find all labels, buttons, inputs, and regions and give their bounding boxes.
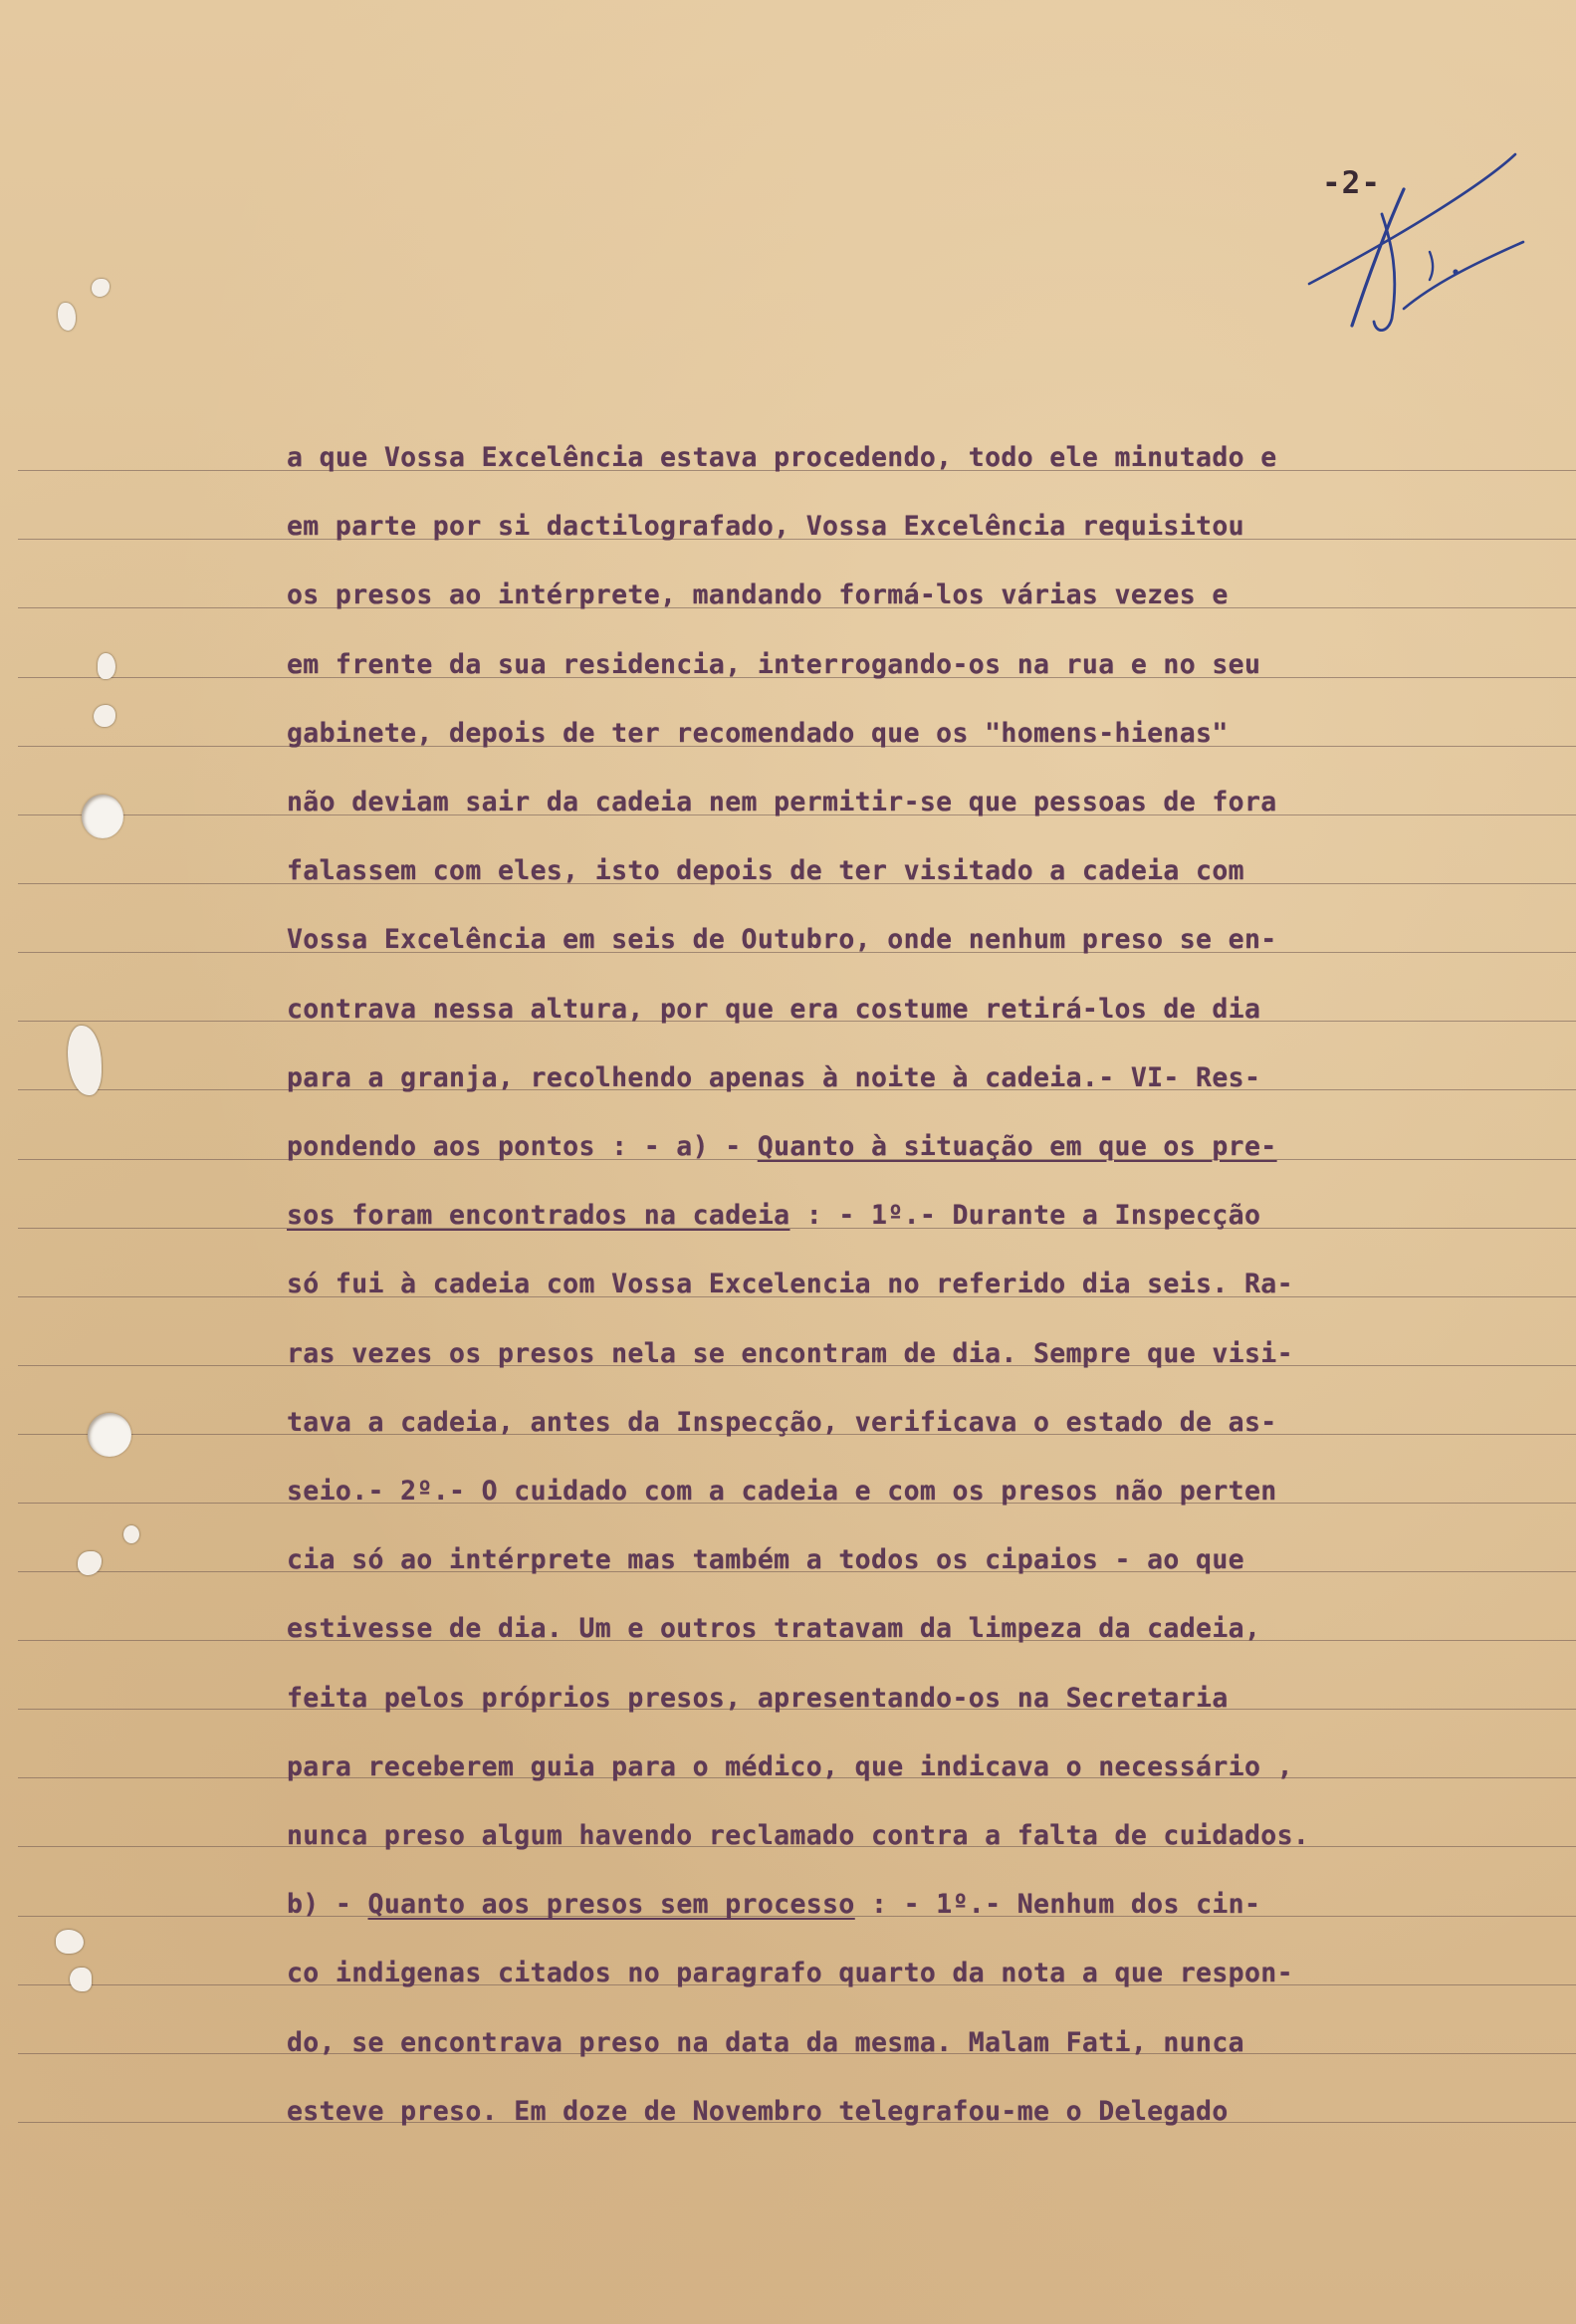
text-segment: falassem com eles, isto depois de ter visitado a cadeia com bbox=[287, 855, 1244, 887]
typed-line bbox=[287, 511, 1244, 543]
underlined-heading-text: Quanto aos presos sem processo bbox=[367, 1889, 855, 1921]
underlined-heading-text: Quanto à situação em que os pre- bbox=[757, 1131, 1277, 1162]
typed-line bbox=[287, 787, 1277, 818]
text-segment: os presos ao intérprete, mandando formá-los várias vezes e bbox=[287, 580, 1229, 611]
text-segment: : - 1º.- Nenhum dos cin- bbox=[854, 1889, 1261, 1921]
text-segment: tava a cadeia, antes da Inspecção, verificava o estado de as- bbox=[287, 1406, 1277, 1438]
text-segment: Vossa Excelência em seis de Outubro, onde nenhum preso se en- bbox=[287, 924, 1277, 956]
typed-line bbox=[287, 1131, 1277, 1163]
text-segment: feita pelos próprios presos, apresentando-os na Secretaria bbox=[287, 1682, 1229, 1714]
typed-line bbox=[287, 1407, 1277, 1439]
typed-line bbox=[287, 1338, 1293, 1370]
text-segment: só fui à cadeia com Vossa Excelencia no referido dia seis. Ra- bbox=[287, 1269, 1293, 1300]
page-number: -2- bbox=[1322, 165, 1381, 201]
text-segment: não deviam sair da cadeia nem permitir-se que pessoas de fora bbox=[287, 787, 1277, 817]
typed-line bbox=[287, 1544, 1244, 1576]
torn-hole bbox=[56, 1930, 84, 1954]
typed-line bbox=[287, 1200, 1260, 1232]
typed-line bbox=[287, 1889, 1260, 1921]
text-segment: co indigenas citados no paragrafo quarto da nota a que respon- bbox=[287, 1958, 1293, 1989]
typed-line bbox=[287, 924, 1277, 956]
typed-line bbox=[287, 2027, 1244, 2059]
torn-hole bbox=[123, 1525, 139, 1543]
text-segment: do, se encontrava preso na data da mesma. Malam Fati, nunca bbox=[287, 2026, 1244, 2058]
typed-line bbox=[287, 994, 1260, 1026]
torn-hole bbox=[58, 303, 76, 331]
text-segment: gabinete, depois de ter recomendado que os "homens-hienas" bbox=[287, 717, 1229, 749]
text-segment: nunca preso algum havendo reclamado contra a falta de cuidados. bbox=[287, 1820, 1310, 1851]
typed-line bbox=[287, 1269, 1293, 1300]
punch-hole bbox=[88, 1413, 131, 1457]
text-segment: pondendo aos pontos : - a) - bbox=[287, 1131, 758, 1162]
text-segment: seio.- 2º.- O cuidado com a cadeia e com os presos não perten bbox=[287, 1476, 1277, 1507]
typed-line bbox=[287, 1683, 1229, 1715]
text-segment: para a granja, recolhendo apenas à noite à cadeia.- VI- Res- bbox=[287, 1061, 1261, 1093]
typed-line bbox=[287, 1751, 1293, 1783]
text-segment: b) - bbox=[287, 1889, 368, 1921]
typed-line bbox=[287, 855, 1244, 887]
text-segment: para receberem guia para o médico, que indicava o necessário , bbox=[287, 1750, 1293, 1782]
handwritten-signature bbox=[1284, 144, 1533, 344]
torn-hole bbox=[92, 279, 110, 297]
typed-line bbox=[287, 718, 1229, 750]
torn-hole bbox=[68, 1026, 102, 1095]
underlined-heading-text: sos foram encontrados na cadeia bbox=[287, 1200, 790, 1232]
typed-line bbox=[287, 649, 1260, 681]
punch-hole bbox=[82, 795, 123, 838]
text-segment: em parte por si dactilografado, Vossa Excelência requisitou bbox=[287, 511, 1244, 543]
text-segment: ras vezes os presos nela se encontram de dia. Sempre que visi- bbox=[287, 1337, 1293, 1369]
text-segment: estivesse de dia. Um e outros tratavam da limpeza da cadeia, bbox=[287, 1613, 1261, 1645]
text-segment: cia só ao intérprete mas também a todos os cipaios - ao que bbox=[287, 1544, 1244, 1576]
torn-hole bbox=[94, 705, 115, 727]
text-segment: a que Vossa Excelência estava procedendo, todo ele minutado e bbox=[287, 442, 1277, 473]
torn-hole bbox=[70, 1968, 92, 1991]
text-segment: em frente da sua residencia, interrogando-os na rua e no seu bbox=[287, 648, 1261, 680]
typed-line bbox=[287, 1613, 1260, 1645]
typed-line bbox=[287, 1476, 1277, 1508]
text-segment: : - 1º.- Durante a Inspecção bbox=[789, 1200, 1261, 1232]
typed-line bbox=[287, 2096, 1229, 2128]
typed-line bbox=[287, 1062, 1260, 1094]
typed-line bbox=[287, 1958, 1293, 1989]
typed-line bbox=[287, 1820, 1309, 1852]
typed-line bbox=[287, 442, 1277, 474]
text-segment: contrava nessa altura, por que era costume retirá-los de dia bbox=[287, 993, 1261, 1025]
torn-hole bbox=[98, 653, 115, 679]
typed-line bbox=[287, 580, 1229, 611]
text-segment: esteve preso. Em doze de Novembro telegrafou-me o Delegado bbox=[287, 2095, 1229, 2127]
